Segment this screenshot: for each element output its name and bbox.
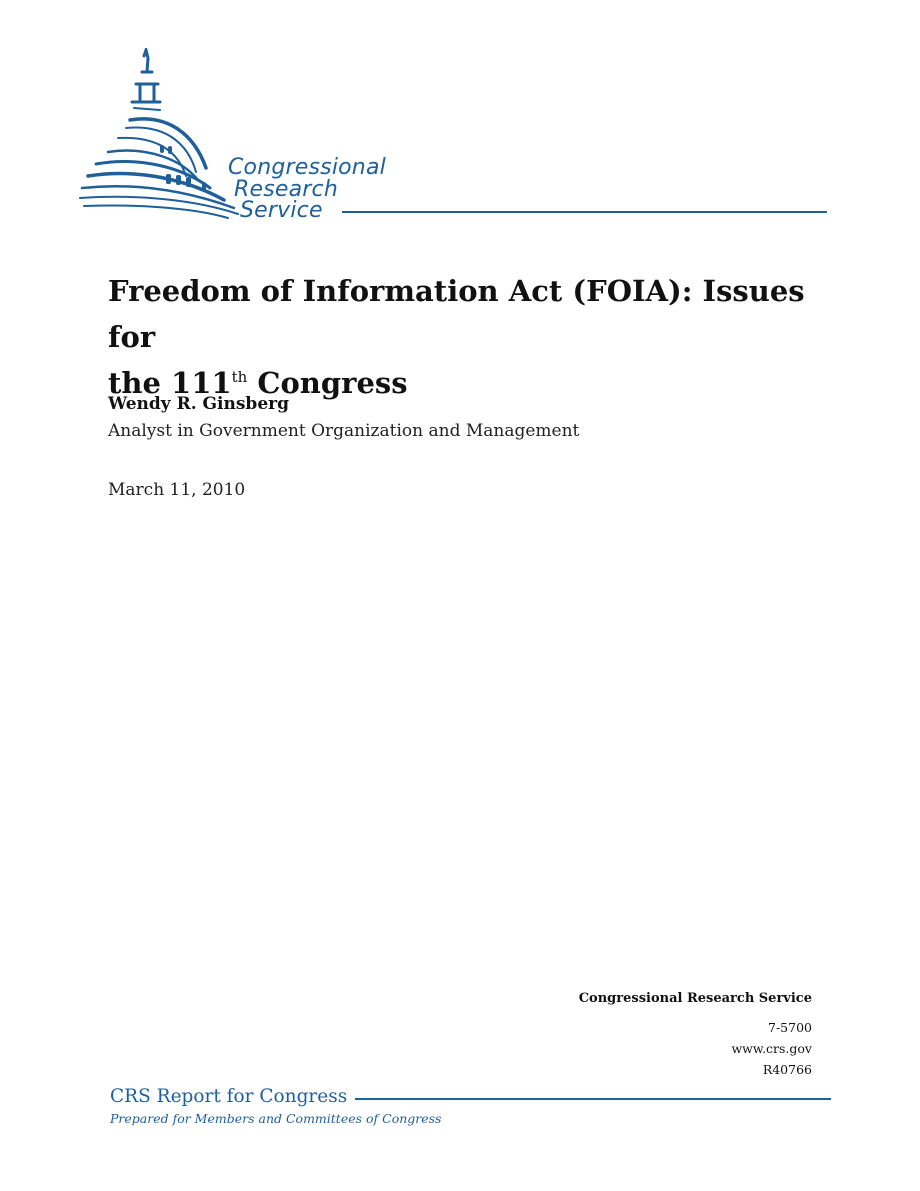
logo-text-research: Research [234, 177, 338, 202]
title-superscript: th [231, 368, 248, 386]
report-title [108, 268, 848, 406]
report-date: March 11, 2010 [108, 480, 246, 500]
footer-title: CRS Report for Congress [110, 1086, 348, 1107]
author-name: Wendy R. Ginsberg [108, 394, 289, 414]
website-link[interactable]: www.crs.gov [731, 1041, 812, 1056]
logo-text-congressional: Congressional [228, 155, 386, 180]
logo-divider-line [342, 211, 827, 213]
footer-divider-line [355, 1098, 831, 1100]
phone-number: 7-5700 [768, 1020, 812, 1035]
capitol-dome-logo-icon [78, 48, 258, 220]
title-line-2-end: Congress [257, 366, 408, 400]
organization-name: Congressional Research Service [578, 991, 812, 1006]
title-line-1: Freedom of Information Act (FOIA): Issues for [108, 274, 805, 354]
author-role: Analyst in Government Organization and Management [108, 421, 580, 441]
report-number: R40766 [762, 1062, 812, 1077]
title-line-2-start: the 111 [108, 366, 232, 400]
footer-subtitle: Prepared for Members and Committees of Congress [110, 1111, 442, 1126]
logo-text-service: Service [240, 198, 323, 223]
